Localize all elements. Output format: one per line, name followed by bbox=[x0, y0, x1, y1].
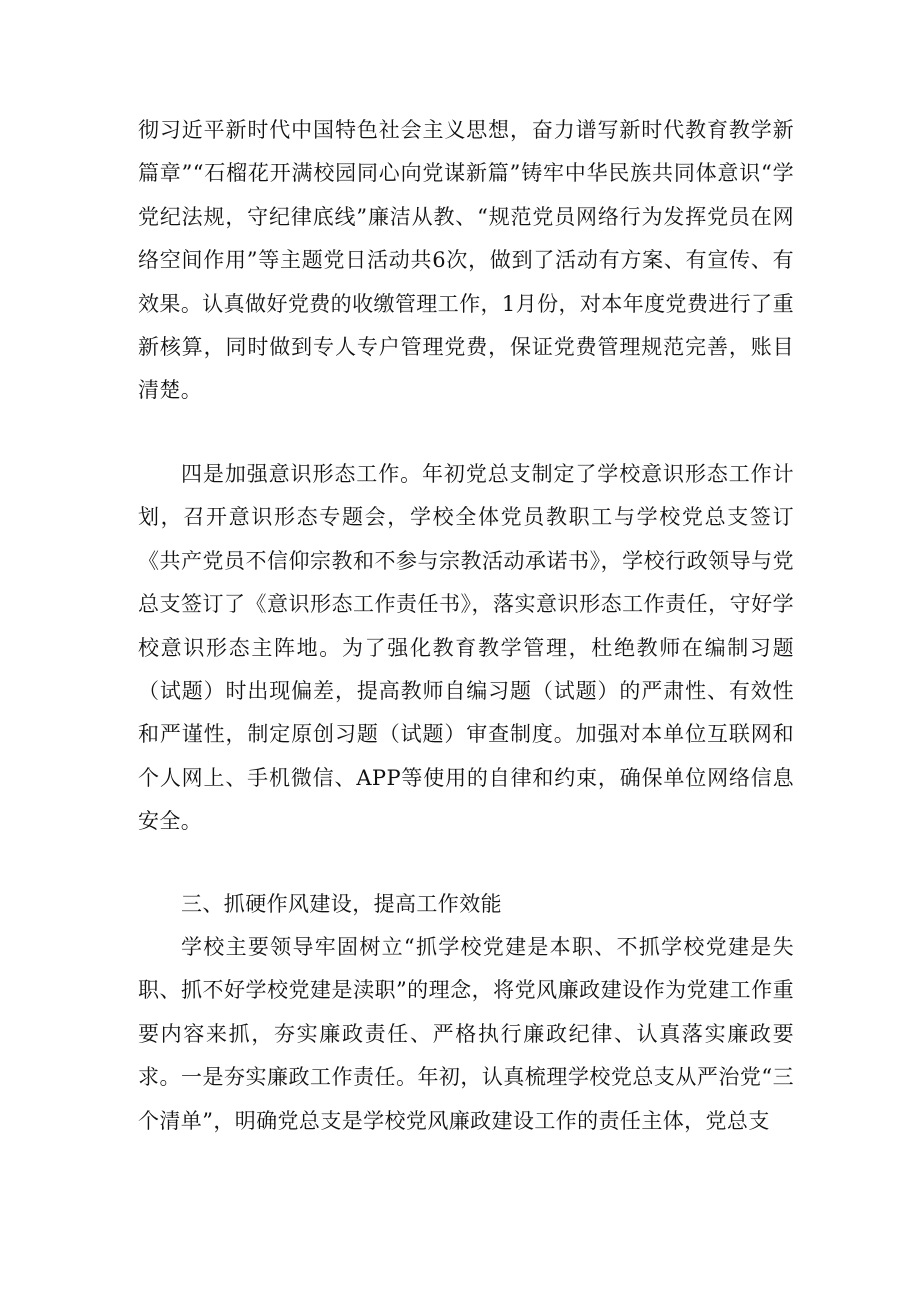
paragraph-work-style: 学校主要领导牢固树立“抓学校党建是本职、不抓学校党建是失职、抓不好学校党建是渎职”的理念，将党风廉政建设作为党建工作重要内容来抓，夯实廉政责任、严格执行廉政纪律、认真落实廉政要求。一是夯实廉政工作责任。年初，认真梳理学校党总支从严治党“三个清单”，明确党总支是学校党风廉政建设工作的责任主体，党总支 bbox=[138, 935, 794, 1133]
section-heading: 三、抓硬作风建设，提高工作效能 bbox=[181, 892, 502, 916]
paragraph-ideology-work: 四是加强意识形态工作。年初党总支制定了学校意识形态工作计划，召开意识形态专题会，学校全体党员教职工与学校党总支签订《共产党员不信仰宗教和不参与宗教活动承诺书》，学校行政领导与党总支签订了《意识形态工作责任书》，落实意识形态工作责任，守好学校意识形态主阵地。为了强化教育教学管理，杜绝教师在编制习题（试题）时出现偏差，提高教师自编习题（试题）的严肃性、有效性和严谨性，制定原创习题（试题）审查制度。加强对本单位互联网和个人网上、手机微信、APP等使用的自律和约束，确保单位网络信息安全。 bbox=[138, 462, 794, 834]
paragraph-party-activities: 彻习近平新时代中国特色社会主义思想，奋力谱写新时代教育教学新篇章”“石榴花开满校园同心向党谋新篇”铸牢中华民族共同体意识“学党纪法规，守纪律底线”廉洁从教、“规范党员网络行为发挥党员在网络空间作用”等主题党日活动共6次，做到了活动有方案、有宣传、有效果。认真做好党费的收缴管理工作，1月份，对本年度党费进行了重新核算，同时做到专人专户管理党费，保证党费管理规范完善，账目清楚。 bbox=[138, 118, 794, 403]
